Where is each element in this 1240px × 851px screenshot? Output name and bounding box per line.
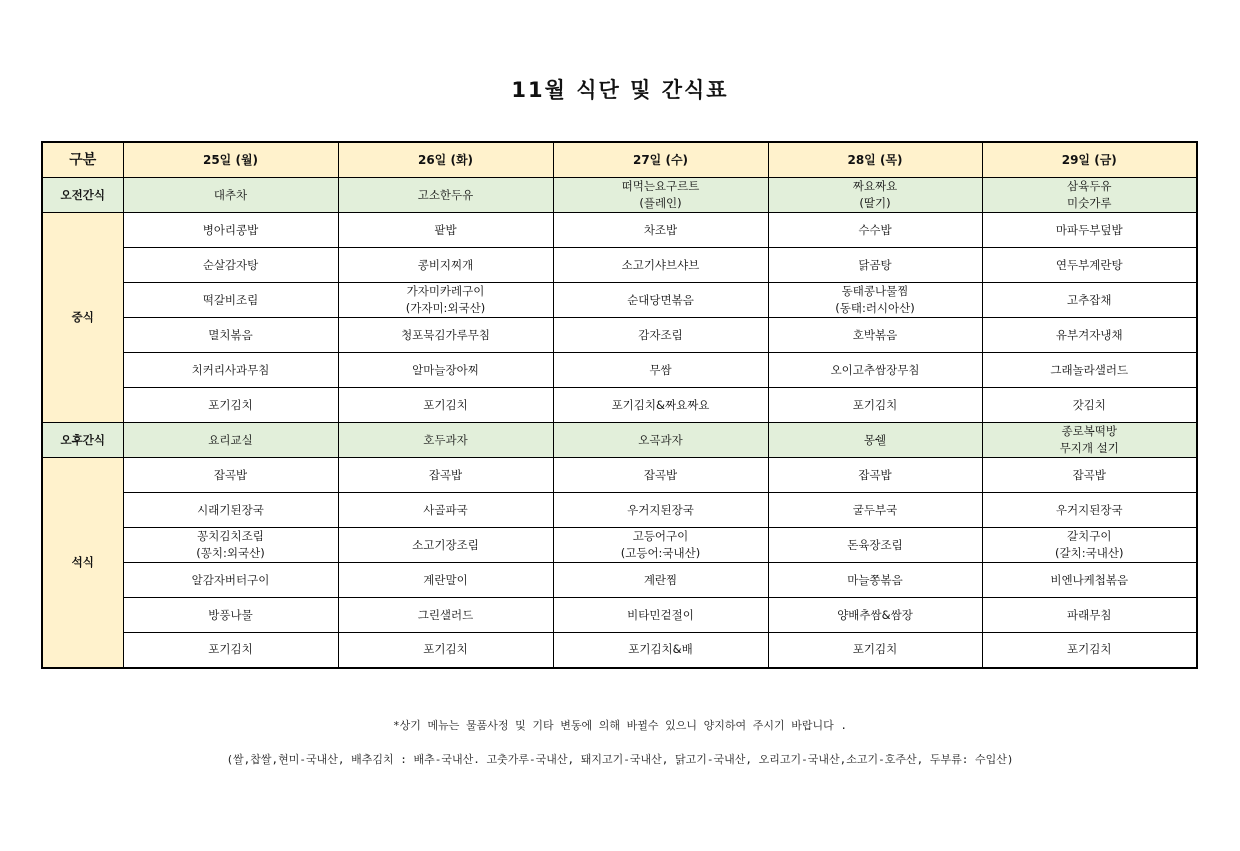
menu-cell xyxy=(982,248,1197,283)
menu-cell xyxy=(553,563,768,598)
menu-item-text: 팥밥 xyxy=(434,222,457,237)
menu-item-text: 호박볶음 xyxy=(852,327,898,342)
menu-item-text: 시래기된장국 xyxy=(197,502,264,517)
menu-item-text: 대추차 xyxy=(213,187,248,202)
menu-item-text: 계란찜 xyxy=(643,572,678,587)
menu-item-text: 연두부계란탕 xyxy=(1055,257,1123,272)
dinner-row xyxy=(42,633,1197,668)
snack-cell xyxy=(123,423,338,458)
category-header: 구분 xyxy=(42,142,123,178)
menu-item-text: 포기김치 xyxy=(852,397,898,412)
menu-cell xyxy=(982,388,1197,423)
snack-cell xyxy=(123,178,338,213)
menu-cell xyxy=(338,528,553,563)
menu-item-text: 가자미카레구이 xyxy=(406,284,485,298)
menu-item-text: 포기김치&짜요짜요 xyxy=(611,397,710,412)
day-header: 27일 (수) xyxy=(553,142,768,178)
menu-item-text: 수수밥 xyxy=(858,222,892,237)
menu-item-text: 병아리콩밥 xyxy=(202,222,259,237)
menu-item-text: 순살감자탕 xyxy=(202,257,259,272)
lunch-row xyxy=(42,213,1197,248)
menu-item-text: (갈치:국내산) xyxy=(1055,546,1124,560)
menu-cell xyxy=(553,353,768,388)
menu-item-text: (플레인) xyxy=(639,196,682,210)
day-header: 29일 (금) xyxy=(982,142,1197,178)
menu-item-text: 사골파국 xyxy=(423,502,468,517)
menu-cell xyxy=(768,493,982,528)
menu-item-text: 파래무침 xyxy=(1067,607,1112,622)
menu-cell xyxy=(982,318,1197,353)
menu-cell xyxy=(553,248,768,283)
menu-cell xyxy=(768,458,982,493)
menu-cell xyxy=(123,528,338,563)
menu-item-text: 종로복떡방 xyxy=(1061,424,1118,438)
menu-cell xyxy=(553,598,768,633)
menu-item-text: 양배추쌈&쌈장 xyxy=(837,607,913,622)
menu-item-text: 꽁치김치조림 xyxy=(197,529,264,543)
menu-item-text: 고소한두유 xyxy=(417,187,474,202)
snack-cell xyxy=(768,423,982,458)
menu-cell xyxy=(982,283,1197,318)
menu-item-text: 돈육장조림 xyxy=(847,537,903,552)
menu-item-text: 잡곡밥 xyxy=(643,467,678,482)
menu-cell xyxy=(338,318,553,353)
dinner-row xyxy=(42,563,1197,598)
snack-cell xyxy=(982,423,1197,458)
menu-cell xyxy=(768,318,982,353)
menu-cell xyxy=(123,598,338,633)
day-header: 25일 (월) xyxy=(123,142,338,178)
menu-item-text: (가자미:외국산) xyxy=(405,301,486,315)
day-header: 26일 (화) xyxy=(338,142,553,178)
menu-item-text: 비타민겉절이 xyxy=(627,607,694,622)
menu-item-text: 마파두부덮밥 xyxy=(1055,222,1123,237)
menu-cell xyxy=(982,493,1197,528)
snack-cell xyxy=(553,178,768,213)
menu-cell xyxy=(123,493,338,528)
menu-cell xyxy=(768,563,982,598)
afternoon-snack-row xyxy=(42,423,1197,458)
dinner-row xyxy=(42,598,1197,633)
menu-cell xyxy=(553,213,768,248)
menu-cell xyxy=(982,633,1197,668)
menu-item-text: 오이고추쌈장무침 xyxy=(830,362,920,377)
meal-category-label: 오전간식 xyxy=(42,178,123,213)
menu-cell xyxy=(338,458,553,493)
origin-notice: (쌀,찹쌀,현미-국내산, 배추김치 : 배추-국내산. 고춧가루-국내산, 돼지고기-국내산, 닭고기-국내산, 오리고기-국내산,소고기-호주산, 두부류: 수입산) xyxy=(226,753,1014,766)
menu-cell xyxy=(123,388,338,423)
menu-cell xyxy=(123,248,338,283)
menu-cell xyxy=(338,563,553,598)
menu-item-text: 포기김치 xyxy=(423,642,468,657)
menu-cell xyxy=(768,528,982,563)
menu-cell xyxy=(123,458,338,493)
menu-item-text: 무쌈 xyxy=(649,362,672,377)
snack-cell xyxy=(338,423,553,458)
meal-category-label: 중식 xyxy=(42,213,123,423)
menu-cell xyxy=(982,528,1197,563)
menu-change-notice: *상기 메뉴는 물품사정 및 기타 변동에 의해 바뀔수 있으니 양지하여 주시기 바랍니다 . xyxy=(393,719,847,732)
menu-cell xyxy=(982,213,1197,248)
morning-snack-row xyxy=(42,178,1197,213)
menu-item-text: 알감자버터구이 xyxy=(191,572,270,587)
menu-cell xyxy=(123,283,338,318)
menu-item-text: (딸기) xyxy=(859,196,891,210)
menu-cell xyxy=(338,213,553,248)
menu-item-text: 닭곰탕 xyxy=(858,257,892,272)
menu-item-text: (꽁치:외국산) xyxy=(196,546,265,560)
menu-item-text: 포기김치 xyxy=(1067,642,1112,657)
menu-item-text: 유부겨자냉채 xyxy=(1055,327,1123,342)
menu-item-text: 호두과자 xyxy=(423,432,468,447)
menu-cell xyxy=(768,353,982,388)
lunch-row xyxy=(42,318,1197,353)
menu-cell xyxy=(553,528,768,563)
menu-item-text: 우거지된장국 xyxy=(627,502,694,517)
dinner-row xyxy=(42,458,1197,493)
menu-cell xyxy=(553,458,768,493)
menu-item-text: 포기김치 xyxy=(423,397,468,412)
menu-item-text: 청포묵김가루무침 xyxy=(401,327,490,342)
dinner-row xyxy=(42,528,1197,563)
menu-cell xyxy=(768,248,982,283)
menu-cell xyxy=(982,458,1197,493)
menu-item-text: 알마늘장아찌 xyxy=(412,362,479,377)
menu-cell xyxy=(553,318,768,353)
menu-cell xyxy=(123,633,338,668)
menu-item-text: 동태콩나물찜 xyxy=(841,284,909,298)
menu-item-text: 떠먹는요구르트 xyxy=(621,179,700,193)
menu-item-text: 무지개 설기 xyxy=(1059,441,1119,455)
menu-item-text: 짜요짜요 xyxy=(852,179,898,193)
menu-cell xyxy=(982,353,1197,388)
menu-cell xyxy=(123,213,338,248)
menu-item-text: 삼육두유 xyxy=(1067,179,1112,193)
menu-cell xyxy=(338,493,553,528)
menu-item-text: 콩비지찌개 xyxy=(417,257,474,272)
page-title: 11월 식단 및 간식표 xyxy=(511,78,729,102)
menu-cell xyxy=(768,213,982,248)
menu-item-text: (고등어:국내산) xyxy=(620,546,701,560)
menu-item-text: 감자조림 xyxy=(638,327,683,342)
menu-item-text: 우거지된장국 xyxy=(1055,502,1123,517)
menu-cell xyxy=(768,598,982,633)
lunch-row xyxy=(42,248,1197,283)
menu-cell xyxy=(768,283,982,318)
menu-item-text: 오곡과자 xyxy=(638,432,683,447)
menu-item-text: 소고기장조림 xyxy=(412,537,479,552)
menu-item-text: 미숫가루 xyxy=(1067,196,1112,210)
menu-item-text: 굴두부국 xyxy=(852,502,898,517)
menu-cell xyxy=(553,493,768,528)
menu-item-text: 멸치볶음 xyxy=(208,327,253,342)
menu-item-text: 포기김치 xyxy=(208,397,253,412)
menu-cell xyxy=(338,248,553,283)
menu-item-text: 떡갈비조림 xyxy=(202,292,259,307)
menu-item-text: 고추잡채 xyxy=(1067,292,1112,307)
menu-item-text: 갓김치 xyxy=(1072,397,1106,412)
menu-cell xyxy=(338,283,553,318)
menu-cell xyxy=(338,598,553,633)
day-header: 28일 (목) xyxy=(768,142,982,178)
menu-item-text: 잡곡밥 xyxy=(213,467,248,482)
lunch-row xyxy=(42,388,1197,423)
menu-item-text: 요리교실 xyxy=(208,432,253,447)
menu-cell xyxy=(123,353,338,388)
menu-cell xyxy=(123,318,338,353)
menu-cell xyxy=(338,353,553,388)
meal-category-label: 석식 xyxy=(42,458,123,668)
snack-cell xyxy=(982,178,1197,213)
header-row xyxy=(42,142,1197,178)
menu-item-text: 포기김치 xyxy=(208,642,253,657)
menu-cell xyxy=(338,388,553,423)
menu-item-text: 차조밥 xyxy=(643,222,678,237)
menu-cell xyxy=(553,633,768,668)
menu-item-text: 갈치구이 xyxy=(1067,529,1112,543)
menu-item-text: 그래놀라샐러드 xyxy=(1050,362,1129,377)
menu-cell xyxy=(982,598,1197,633)
menu-cell xyxy=(553,283,768,318)
menu-cell xyxy=(768,633,982,668)
menu-item-text: 방풍나물 xyxy=(208,607,253,622)
menu-item-text: 계란말이 xyxy=(423,572,468,587)
snack-cell xyxy=(553,423,768,458)
menu-item-text: 포기김치&배 xyxy=(628,642,693,657)
menu-body xyxy=(42,178,1197,668)
meal-category-label: 오후간식 xyxy=(42,423,123,458)
menu-item-text: 비엔나케첩볶음 xyxy=(1050,572,1129,587)
menu-cell xyxy=(123,563,338,598)
menu-cell xyxy=(338,633,553,668)
menu-item-text: (동태:러시아산) xyxy=(835,301,915,315)
lunch-row xyxy=(42,283,1197,318)
dinner-row xyxy=(42,493,1197,528)
menu-item-text: 마늘쫑볶음 xyxy=(847,572,903,587)
lunch-row xyxy=(42,353,1197,388)
menu-table xyxy=(41,141,1198,669)
snack-cell xyxy=(338,178,553,213)
menu-cell xyxy=(768,388,982,423)
menu-item-text: 포기김치 xyxy=(852,642,898,657)
menu-item-text: 몽쉘 xyxy=(863,432,887,447)
menu-item-text: 순대당면볶음 xyxy=(627,292,694,307)
menu-item-text: 그린샐러드 xyxy=(417,607,474,622)
menu-cell xyxy=(553,388,768,423)
menu-item-text: 고등어구이 xyxy=(632,529,689,543)
menu-cell xyxy=(982,563,1197,598)
menu-item-text: 잡곡밥 xyxy=(428,467,463,482)
menu-item-text: 치커리사과무침 xyxy=(191,362,270,377)
menu-item-text: 소고기샤브샤브 xyxy=(621,257,700,272)
menu-item-text: 잡곡밥 xyxy=(858,467,892,482)
snack-cell xyxy=(768,178,982,213)
menu-item-text: 잡곡밥 xyxy=(1072,467,1106,482)
